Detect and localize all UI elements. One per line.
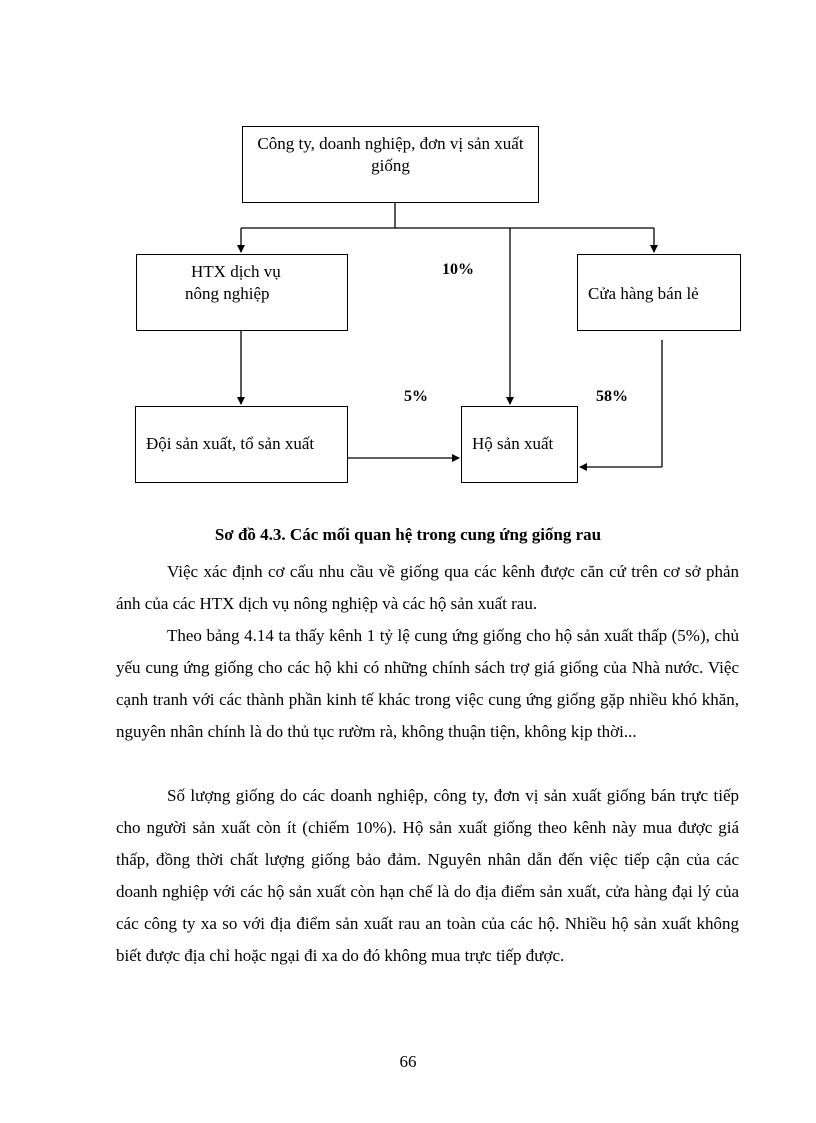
page-number: 66 <box>399 1052 417 1071</box>
box-household-label: Hộ sản xuất <box>472 434 554 453</box>
paragraph-2: Theo bảng 4.14 ta thấy kênh 1 tỷ lệ cung ứng giống cho hộ sản xuất thấp (5%), chủ yếu cung ứng giống cho các hộ khi có những chính sách trợ giá giống của Nhà nước. Việc cạnh tranh với các thành phần kinh tế khác trong việc cung ứng giống gặp nhiều khó khăn, nguyên nhân chính là do thủ tục rườm rà, không thuận tiện, không kịp thời... <box>116 626 739 742</box>
percent-direct: 10% <box>442 261 474 278</box>
box-htx <box>136 254 348 331</box>
figure-caption: Sơ đồ 4.3. Các mối quan hệ trong cung ứng giống rau <box>214 525 602 544</box>
percent-htx-channel: 5% <box>404 388 428 405</box>
box-retail-shop <box>577 254 741 331</box>
box-htx-label-line1: HTX dịch vụ <box>191 262 281 281</box>
paragraph-3: Số lượng giống do các doanh nghiệp, công ty, đơn vị sản xuất giống bán trực tiếp cho người sản xuất còn ít (chiếm 10%). Hộ sản xuất giống theo kênh này mua được giá thấp, đồng thời chất lượng giống bảo đảm. Nguyên nhân dẫn đến việc tiếp cận của các doanh nghiệp với các hộ sản xuất còn hạn chế là do địa điểm sản xuất, cửa hàng đại lý của các công ty xa so với địa điểm sản xuất rau an toàn của các hộ. Nhiều hộ sản xuất không biết được địa chỉ hoặc ngại đi xa do đó không mua trực tiếp được. <box>116 786 739 966</box>
box-household <box>461 406 578 483</box>
percent-retail-channel: 58% <box>596 388 628 405</box>
box-production-team-label: Đội sản xuất, tổ sản xuất <box>146 434 315 453</box>
box-retail-shop-label: Cửa hàng bán lẻ <box>588 284 699 303</box>
box-company-label: Công ty, doanh nghiệp, đơn vị sản xuất giống <box>257 134 524 175</box>
diagram-connectors <box>0 0 816 500</box>
box-company <box>242 126 539 203</box>
box-htx-label-line2: nông nghiệp <box>185 284 270 303</box>
box-production-team <box>135 406 348 483</box>
supply-diagram <box>0 0 816 500</box>
paragraph-1: Việc xác định cơ cấu nhu cầu về giống qua các kênh được căn cứ trên cơ sở phản ánh của các HTX dịch vụ nông nghiệp và các hộ sản xuất rau. <box>116 562 739 614</box>
